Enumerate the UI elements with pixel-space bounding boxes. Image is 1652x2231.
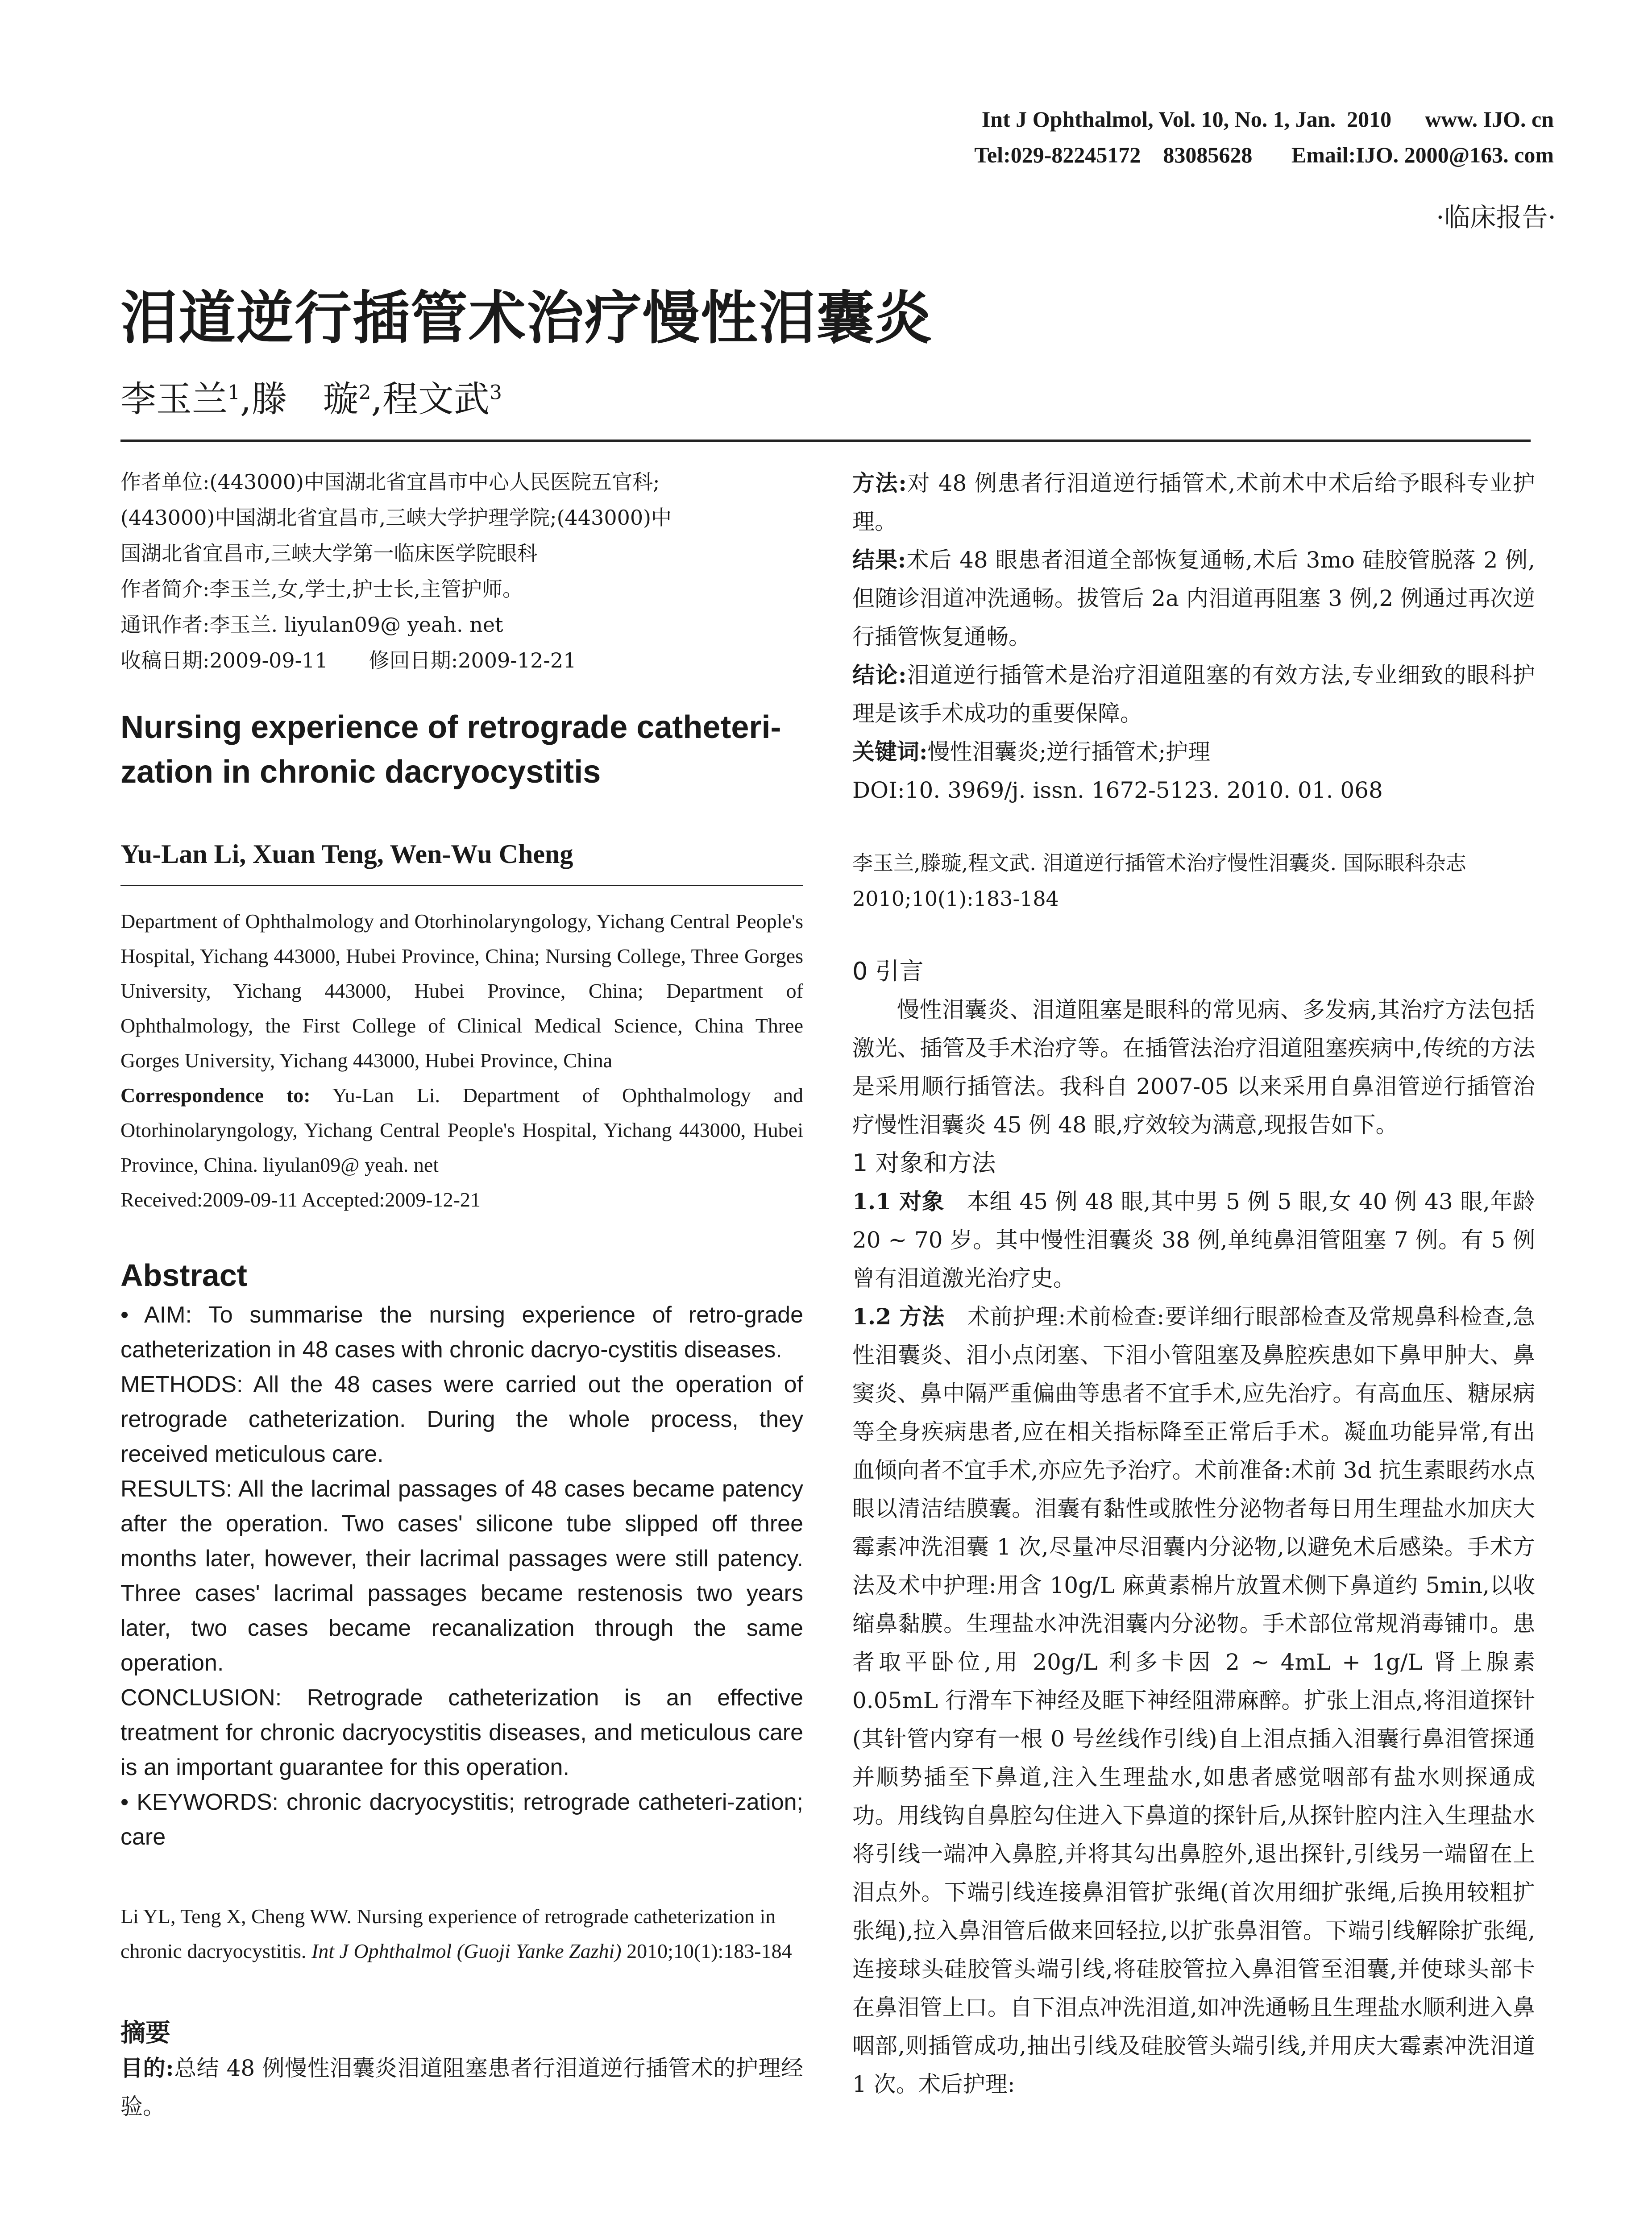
paper-title: 泪道逆行插管术治疗慢性泪囊炎 — [120, 285, 933, 352]
authors — [120, 370, 502, 422]
title-rule — [120, 440, 1531, 442]
author-2-mark: 2 — [358, 381, 371, 404]
author-3: ,程文武 — [371, 378, 490, 420]
section-tag: ·临床报告· — [1436, 202, 1556, 232]
author-bio: 作者简介:李玉兰,女,学士,护士长,主管护师。 — [120, 577, 523, 601]
author-rule — [120, 885, 803, 886]
left-column — [120, 464, 803, 2126]
section-1-1: 1.1 对象 本组 45 例 48 眼,其中男 5 例 5 眼,女 40 例 43 眼,年龄 20 ~ 70 岁。其中慢性泪囊炎 38 例,单纯鼻泪管阻塞 7 例。有 5 例曾有泪道激光治疗史。 — [852, 1188, 1535, 1291]
intro-paragraph: 慢性泪囊炎、泪道阻塞是眼科的常见病、多发病,其治疗方法包括激光、插管及手术治疗等。在插管法治疗泪道阻塞疾病中,传统的方法是采用顺行插管法。我科自 2007-05 以来采用自鼻泪管逆行插管治疗慢性泪囊炎 45 例 48 眼,疗效较为满意,现报告如下。 — [852, 997, 1535, 1138]
english-title: Nursing experience of retrograde catheteri- zation in chronic dacryocystitis — [120, 709, 781, 790]
zh-abstract-results: 结果:术后 48 眼患者泪道全部恢复通畅,术后 3mo 硅胶管脱落 2 例,但随诊泪道冲洗通畅。拔管后 2a 内泪道再阻塞 3 例,2 例通过再次逆行插管恢复通畅。 — [852, 547, 1535, 650]
received-dates-zh: 收稿日期:2009-09-11 修回日期:2009-12-21 — [120, 648, 577, 672]
abstract-heading: Abstract — [120, 1258, 247, 1293]
english-affiliation: Department of Ophthalmology and Otorhinolaryngology, Yichang Central People's Hospital, Yichang 443000, Hubei Province, China; Nursing College, Three Gorges University, Yichang 443000, Hubei Province, China; Department of Ophthalmology, the First College of Clinical Medical Science, China Three Gorges University, Yichang 443000, Hubei Province, China — [120, 910, 803, 1072]
affiliation-zh — [120, 464, 803, 678]
english-authors: Yu-Lan Li, Xuan Teng, Wen-Wu Cheng — [120, 839, 573, 869]
journal-header-line2: Tel:029-82245172 83085628 Email:IJO. 2000@163. com — [974, 142, 1554, 167]
doi: DOI:10. 3969/j. issn. 1672-5123. 2010. 01. 068 — [852, 777, 1383, 803]
affil-line: 国湖北省宜昌市,三峡大学第一临床医学院眼科 — [120, 541, 538, 565]
section-0-heading: 0 引言 — [852, 957, 924, 985]
affil-line: 作者单位:(443000)中国湖北省宜昌市中心人民医院五官科; — [120, 470, 660, 494]
english-citation: Li YL, Teng X, Cheng WW. Nursing experience of retrograde catheterization in chronic dacryocystitis. Int J Ophthalmol (Guoji Yanke Zazhi) 2010;10(1):183-184 — [120, 1905, 792, 1962]
zh-abstract-aim: 目的:总结 48 例慢性泪囊炎泪道阻塞患者行泪道逆行插管术的护理经验。 — [120, 2055, 803, 2119]
english-correspondence: Correspondence to: Yu-Lan Li. Department of Ophthalmology and Otorhinolaryngology, Yichang Central People's Hospital, Yichang 443000, Hubei Province, China. liyulan09@ yeah. net — [120, 1084, 804, 1176]
section-1-2: 1.2 方法 术前护理:术前检查:要详细行眼部检查及常规鼻科检查,急性泪囊炎、泪小点闭塞、下泪小管阻塞及鼻腔疾患如下鼻甲肿大、鼻窦炎、鼻中隔严重偏曲等患者不宜手术,应先治疗。有高血压、糖尿病等全身疾病患者,应在相关指标降至正常后手术。凝血功能异常,有出血倾向者不宜手术,亦应先予治疗。术前准备:术前 3d 抗生素眼药水点眼以清洁结膜囊。泪囊有黏性或脓性分泌物者每日用生理盐水加庆大霉素冲洗泪囊 1 次,尽量冲尽泪囊内分泌物,以避免术后感染。手术方法及术中护理:用含 10g/L 麻黄素棉片放置术侧下鼻道约 5min,以收缩鼻黏膜。生理盐水冲洗泪囊内分泌物。手术部位常规消毒铺巾。患者取平卧位,用 20g/L 利多卡因 2 ~ 4mL + 1g/L 肾上腺素 0.05mL 行滑车下神经及眶下神经阻滞麻醉。扩张上泪点,将泪道探针(其针管内穿有一根 0 号丝线作引线)自上泪点插入泪囊行鼻泪管探通并顺势插至下鼻道,注入生理盐水,如患者感觉咽部有盐水则探通成功。用线钩自鼻腔勾住进入下鼻道的探针后,从探针腔内注入生理盐水将引线一端冲入鼻腔,并将其勾出鼻腔外,退出探针,引线另一端留在上泪点外。下端引线连接鼻泪管扩张绳(首次用细扩张绳,后换用较粗扩张绳),拉入鼻泪管后做来回轻拉,以扩张鼻泪管。下端引线解除扩张绳,连接球头硅胶管头端引线,将硅胶管拉入鼻泪管至泪囊,并使球头部卡在鼻泪管上口。自下泪点冲洗泪道,如冲洗通畅且生理盐水顺利进入鼻咽部,则插管成功,抽出引线及硅胶管头端引线,并用庆大霉素冲洗泪道 1 次。术后护理: — [852, 1303, 1535, 2097]
author-1-mark: 1 — [228, 381, 240, 404]
abstract-methods: METHODS: All the 48 cases were carried out the operation of retrograde catheterization. During the whole process, they received meticulous care. — [120, 1372, 803, 1467]
abstract-conclusion: CONCLUSION: Retrograde catheterization is an effective treatment for chronic dacryocystitis diseases, and meticulous care is an important guarantee for this operation. — [120, 1685, 803, 1780]
author-1: 李玉兰 — [120, 378, 228, 420]
english-received-dates: Received:2009-09-11 Accepted:2009-12-21 — [120, 1188, 481, 1211]
zh-abstract-conclusion: 结论:泪道逆行插管术是治疗泪道阻塞的有效方法,专业细致的眼科护理是该手术成功的重要保障。 — [852, 662, 1535, 726]
zh-keywords: 关键词:慢性泪囊炎;逆行插管术;护理 — [852, 738, 1211, 765]
right-column — [852, 464, 1535, 2103]
affil-line: (443000)中国湖北省宜昌市,三峡大学护理学院;(443000)中 — [120, 506, 672, 530]
journal-header-line1: Int J Ophthalmol, Vol. 10, No. 1, Jan. 2010 www. IJO. cn — [981, 107, 1554, 132]
abstract-keywords: • KEYWORDS: chronic dacryocystitis; retrograde catheteri-zation; care — [120, 1789, 803, 1850]
corresponding-author: 通讯作者:李玉兰. liyulan09@ yeah. net — [120, 613, 503, 637]
abstract-results: RESULTS: All the lacrimal passages of 48 cases became patency after the operation. Two cases' silicone tube slipped off three months later, however, their lacrimal passages were still patency. Three cases' lacrimal passages became restenosis two years later, two cases became recanalization through the same operation. — [120, 1476, 803, 1676]
zh-abstract-methods: 方法:对 48 例患者行泪道逆行插管术,术前术中术后给予眼科专业护理。 — [852, 470, 1535, 535]
author-3-mark: 3 — [489, 381, 502, 404]
abstract-aim: • AIM: To summarise the nursing experience of retro-grade catheterization in 48 cases with chronic dacryo-cystitis diseases. — [120, 1302, 803, 1363]
section-1-heading: 1 对象和方法 — [852, 1149, 996, 1177]
author-2: ,滕 璇 — [240, 378, 359, 420]
zh-citation: 李玉兰,滕璇,程文武. 泪道逆行插管术治疗慢性泪囊炎. 国际眼科杂志 2010;10(1):183-184 — [852, 851, 1466, 911]
zh-abstract-heading: 摘要 — [120, 2018, 170, 2048]
